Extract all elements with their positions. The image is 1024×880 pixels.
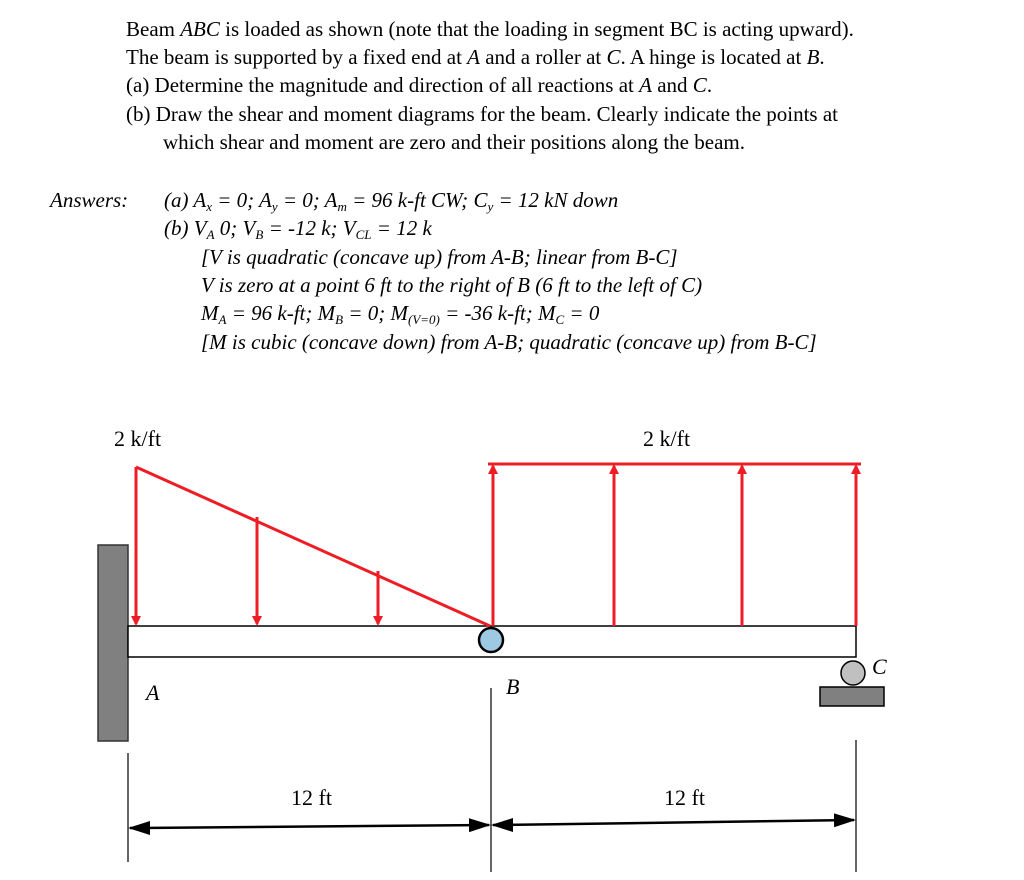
text: A	[467, 45, 480, 69]
text: and	[651, 73, 693, 97]
text: and a roller at	[479, 45, 607, 69]
problem-part-b-2: which shear and moment are zero and their positions along the beam.	[163, 130, 745, 154]
text: = 96 k-ft CW;	[346, 188, 474, 212]
text: Beam	[126, 17, 181, 41]
text: = 0	[564, 301, 600, 325]
text: x	[206, 199, 212, 214]
text: M	[201, 301, 219, 325]
point-label-a: A	[146, 680, 160, 705]
text: C	[555, 312, 565, 327]
text: B	[335, 312, 344, 327]
text: V	[342, 216, 356, 240]
text: .	[706, 73, 713, 97]
text: CL	[355, 227, 372, 242]
answer-v-note: [V is quadratic (concave up) from A-B; linear from B-C]	[201, 245, 678, 269]
dimension-label-left: 12 ft	[291, 785, 332, 810]
dimension-label-right: 12 ft	[664, 785, 705, 810]
text: (a)	[164, 188, 194, 212]
text: A	[324, 188, 338, 212]
text: y	[271, 199, 278, 214]
text: V	[193, 216, 207, 240]
hinge-b	[479, 628, 503, 652]
text: C	[473, 188, 488, 212]
text: B	[806, 45, 820, 69]
point-label-b: B	[506, 674, 520, 699]
text: M	[390, 301, 408, 325]
text: = 0;	[211, 188, 260, 212]
load-line	[136, 467, 490, 626]
load-label-right: 2 k/ft	[643, 426, 691, 451]
text: (b)	[164, 216, 194, 240]
text: 0;	[214, 216, 243, 240]
text: is loaded as shown (note that the loading in segment BC is acting upward).	[219, 17, 854, 41]
text: A	[206, 227, 215, 242]
text: .	[819, 45, 825, 69]
text: ABC	[180, 17, 220, 41]
text: = 12 k	[371, 216, 432, 240]
roller-c-base	[820, 687, 884, 706]
answers-label: Answers:	[50, 188, 129, 212]
text: = 0;	[277, 188, 325, 212]
text: The beam is supported by a fixed end at	[126, 45, 468, 69]
text: (V=0)	[407, 312, 440, 327]
text: A	[193, 188, 207, 212]
answer-v-zero: V is zero at a point 6 ft to the right of B (6 ft to the left of C)	[201, 273, 703, 297]
text: y	[487, 199, 494, 214]
text: = 96 k-ft;	[226, 301, 318, 325]
text: = 0;	[343, 301, 391, 325]
text: V	[242, 216, 256, 240]
text: = -36 k-ft;	[439, 301, 538, 325]
text: C	[692, 73, 707, 97]
uniform-upward-load	[488, 464, 861, 626]
text: (a) Determine the magnitude and direction of all reactions at	[126, 73, 640, 97]
text: . A hinge is located at	[620, 45, 807, 69]
load-label-left: 2 k/ft	[114, 426, 162, 451]
dimension-line-left	[140, 825, 489, 828]
problem-part-b-1: (b) Draw the shear and moment diagrams for the beam. Clearly indicate the points at	[126, 102, 839, 126]
point-label-c: C	[872, 654, 887, 679]
text: A	[218, 312, 227, 327]
text: m	[337, 199, 347, 214]
text: M	[538, 301, 556, 325]
text: A	[259, 188, 272, 212]
text: = -12 k;	[263, 216, 343, 240]
text: M	[317, 301, 336, 325]
text: C	[606, 45, 621, 69]
roller-c	[841, 661, 865, 685]
text: A	[639, 73, 652, 97]
dimension-line-right	[503, 820, 854, 825]
fixed-support-wall	[98, 545, 128, 741]
text: B	[255, 227, 264, 242]
answer-m-note: [M is cubic (concave down) from A-B; quadratic (concave up) from B-C]	[201, 330, 817, 354]
triangular-load	[136, 467, 490, 626]
text: = 12 kN down	[493, 188, 619, 212]
